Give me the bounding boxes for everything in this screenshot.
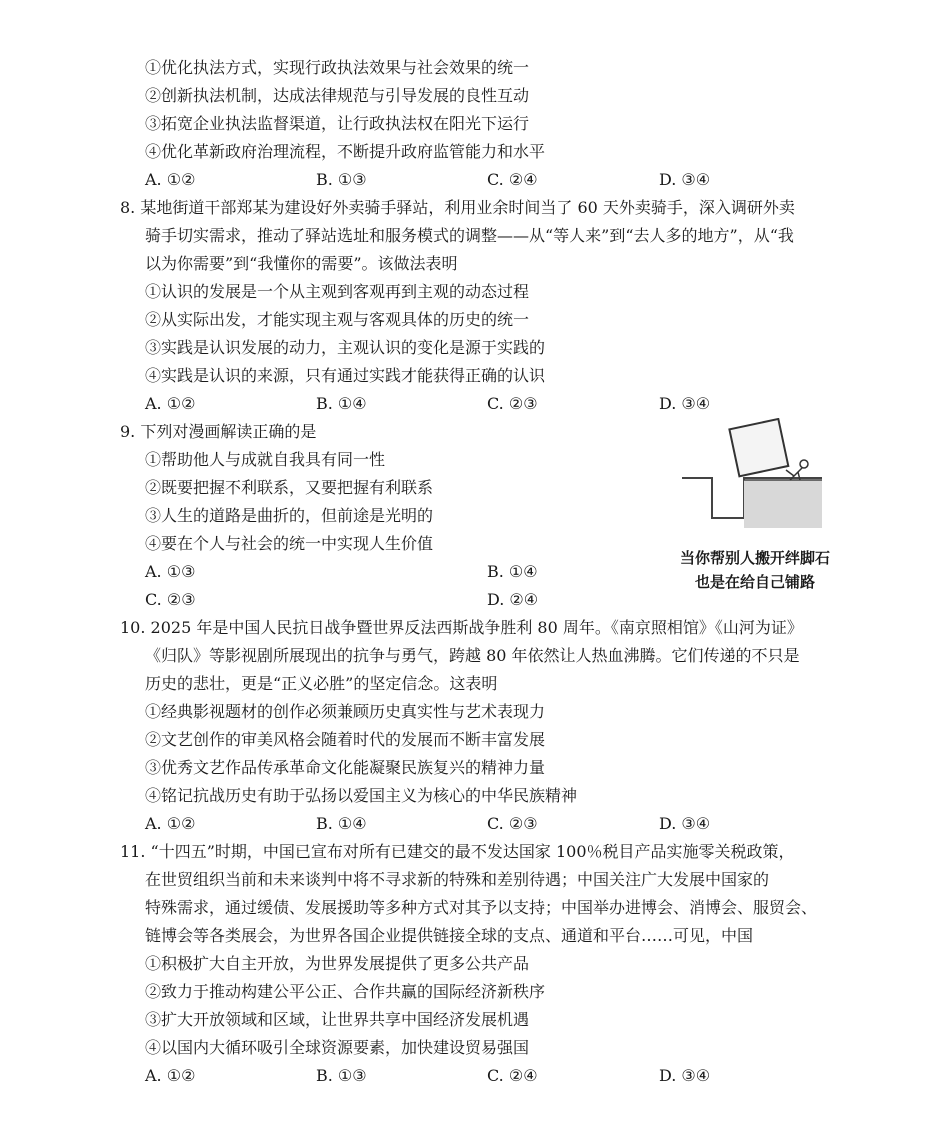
q8-stem-line-1: 8. 某地街道干部郑某为建设好外卖骑手驿站，利用业余时间当了 60 天外卖骑手，深入调研外卖 xyxy=(120,198,795,217)
q9-option-2: ②既要把握不利联系，又要把握有利联系 xyxy=(145,478,434,497)
q9-choice-d: D. ②④ xyxy=(487,590,539,609)
q9-choice-c: C. ②③ xyxy=(145,590,196,609)
q10-option-4: ④铭记抗战历史有助于弘扬以爱国主义为核心的中华民族精神 xyxy=(145,786,578,805)
q9-cartoon-caption-line-1: 当你帮别人搬开绊脚石 xyxy=(679,549,830,567)
q8-option-3: ③实践是认识发展的动力，主观认识的变化是源于实践的 xyxy=(145,338,546,357)
q9-option-4: ④要在个人与社会的统一中实现人生价值 xyxy=(145,534,434,553)
q7-option-4: ④优化革新政府治理流程，不断提升政府监管能力和水平 xyxy=(145,142,546,161)
q8-choice-b: B. ①④ xyxy=(316,394,367,413)
q11-choice-a: A. ①② xyxy=(145,1066,196,1085)
q8-stem-line-2: 骑手切实需求，推动了驿站选址和服务模式的调整——从“等人来”到“去人多的地方”，从“我 xyxy=(145,226,794,245)
q10-choice-d: D. ③④ xyxy=(659,814,711,833)
q11-stem-line-2: 在世贸组织当前和未来谈判中将不寻求新的特殊和差别待遇；中国关注广大发展中国家的 xyxy=(145,870,770,889)
q8-choice-c: C. ②③ xyxy=(487,394,538,413)
q9-choice-b: B. ①④ xyxy=(487,562,538,581)
q8-choice-d: D. ③④ xyxy=(659,394,711,413)
q7-choice-b: B. ①③ xyxy=(316,170,367,189)
q10-choice-c: C. ②③ xyxy=(487,814,538,833)
q8-stem-line-3: 以为你需要”到“我懂你的需要”。该做法表明 xyxy=(145,254,458,273)
q10-stem-line-1: 10. 2025 年是中国人民抗日战争暨世界反法西斯战争胜利 80 周年。《南京照相馆》《山河为证》 xyxy=(120,618,803,637)
q11-option-3: ③扩大开放领域和区域，让世界共享中国经济发展机遇 xyxy=(145,1010,530,1029)
q11-choice-d: D. ③④ xyxy=(659,1066,711,1085)
q7-choice-c: C. ②④ xyxy=(487,170,538,189)
q7-option-1: ①优化执法方式，实现行政执法效果与社会效果的统一 xyxy=(145,58,530,77)
q10-stem-line-3: 历史的悲壮，更是“正义必胜”的坚定信念。这表明 xyxy=(145,674,498,693)
q10-option-1: ①经典影视题材的创作必须兼顾历史真实性与艺术表现力 xyxy=(145,702,546,721)
q10-stem-line-2: 《归队》等影视剧所展现出的抗争与勇气，跨越 80 年依然让人热血沸腾。它们传递的不只是 xyxy=(145,646,800,665)
q7-choice-d: D. ③④ xyxy=(659,170,711,189)
q9-cartoon-illustration xyxy=(672,418,832,598)
q11-choice-c: C. ②④ xyxy=(487,1066,538,1085)
q11-stem-line-3: 特殊需求，通过缓债、发展援助等多种方式对其予以支持；中国举办进博会、消博会、服贸会、 xyxy=(145,898,818,917)
q8-option-1: ①认识的发展是一个从主观到客观再到主观的动态过程 xyxy=(145,282,530,301)
q9-option-1: ①帮助他人与成就自我具有同一性 xyxy=(145,450,386,469)
q10-choice-b: B. ①④ xyxy=(316,814,367,833)
q11-choice-b: B. ①③ xyxy=(316,1066,367,1085)
q8-choice-a: A. ①② xyxy=(145,394,196,413)
q8-option-2: ②从实际出发，才能实现主观与客观具体的历史的统一 xyxy=(145,310,530,329)
q9-choice-a: A. ①③ xyxy=(145,562,196,581)
q11-stem-line-1: 11. “十四五”时期，中国已宣布对所有已建交的最不发达国家 100％税目产品实施零关税政策， xyxy=(120,842,795,861)
q9-stem: 9. 下列对漫画解读正确的是 xyxy=(120,422,317,441)
q7-option-2: ②创新执法机制，达成法律规范与引导发展的良性互动 xyxy=(145,86,530,105)
q11-option-2: ②致力于推动构建公平公正、合作共赢的国际经济新秩序 xyxy=(145,982,546,1001)
q7-choice-a: A. ①② xyxy=(145,170,196,189)
q8-option-4: ④实践是认识的来源，只有通过实践才能获得正确的认识 xyxy=(145,366,546,385)
q10-option-2: ②文艺创作的审美风格会随着时代的发展而不断丰富发展 xyxy=(145,730,546,749)
q9-cartoon-caption-line-2: 也是在给自己铺路 xyxy=(694,573,815,591)
q9-option-3: ③人生的道路是曲折的，但前途是光明的 xyxy=(145,506,434,525)
q10-option-3: ③优秀文艺作品传承革命文化能凝聚民族复兴的精神力量 xyxy=(145,758,546,777)
q11-option-4: ④以国内大循环吸引全球资源要素，加快建设贸易强国 xyxy=(145,1038,530,1057)
q10-choice-a: A. ①② xyxy=(145,814,196,833)
q11-option-1: ①积极扩大自主开放，为世界发展提供了更多公共产品 xyxy=(145,954,530,973)
q11-stem-line-4: 链博会等各类展会，为世界各国企业提供链接全球的支点、通道和平台……可见，中国 xyxy=(145,926,754,945)
q7-option-3: ③拓宽企业执法监督渠道，让行政执法权在阳光下运行 xyxy=(145,114,530,133)
